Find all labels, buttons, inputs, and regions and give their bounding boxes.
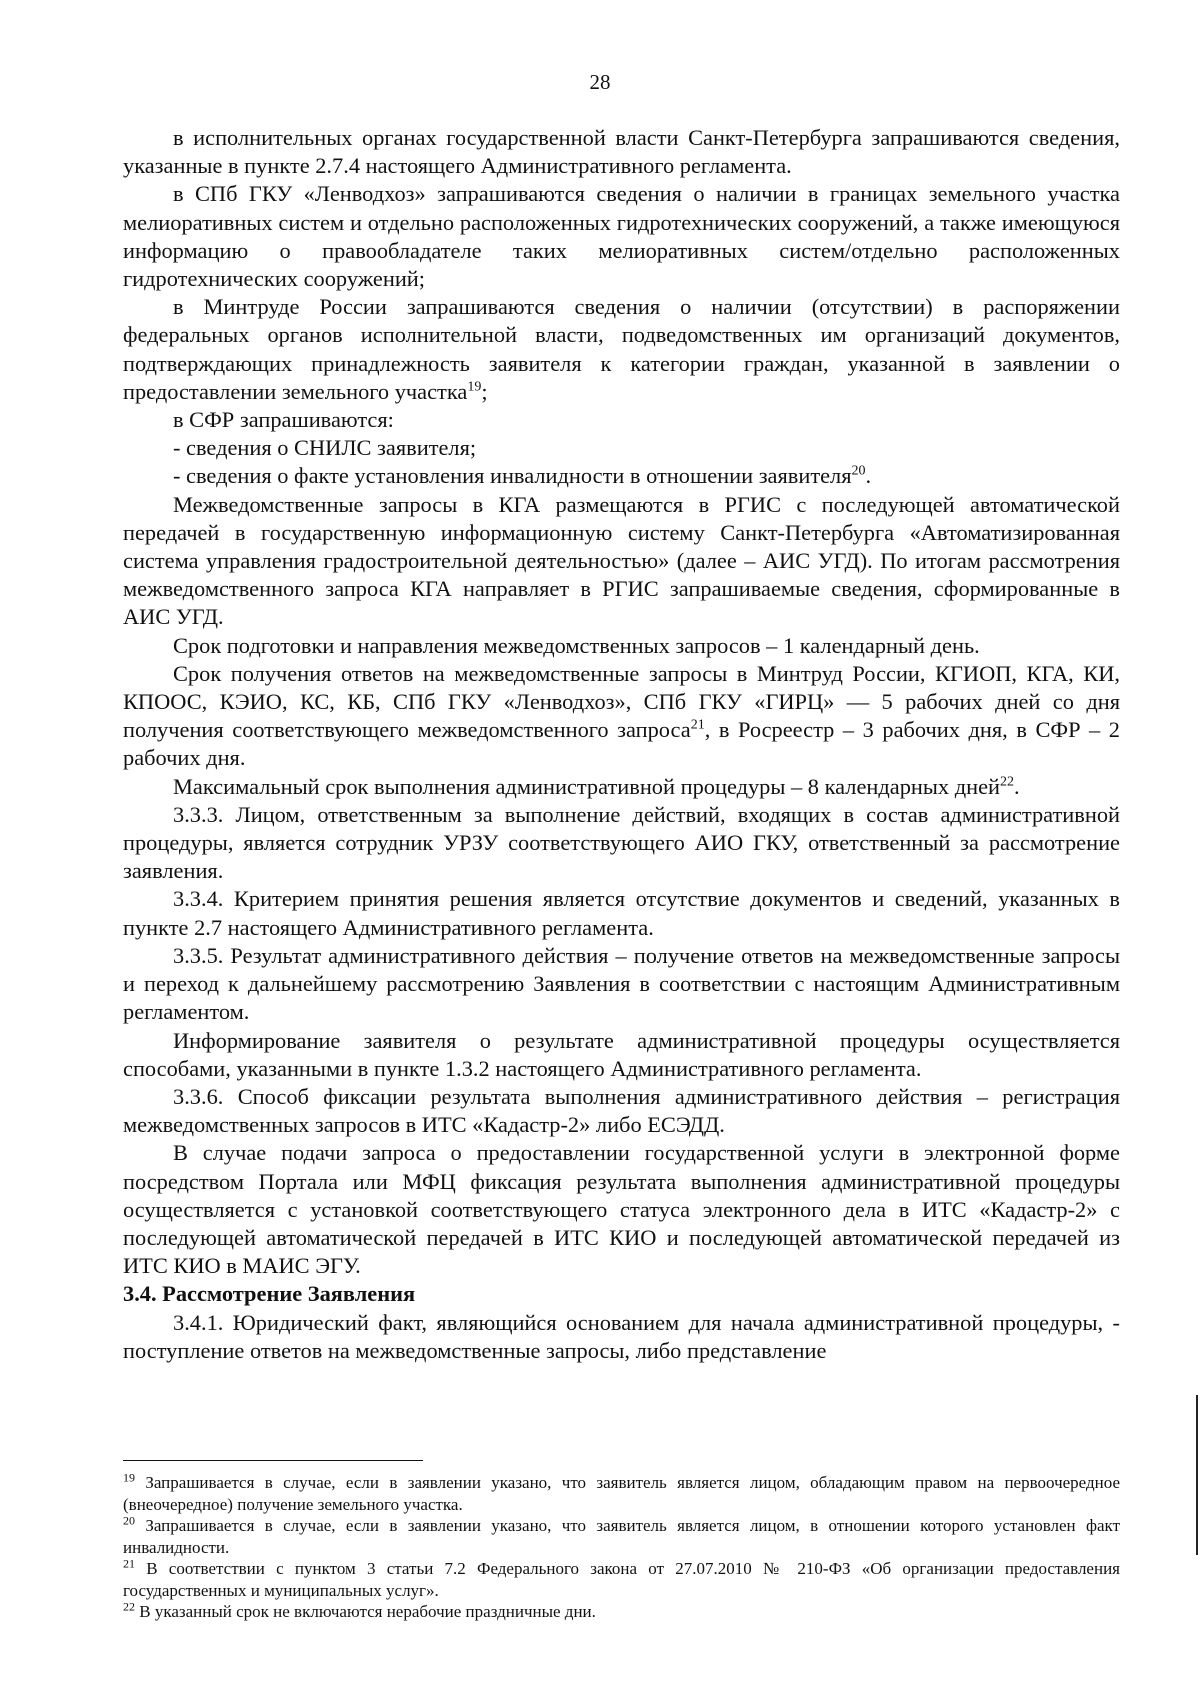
paragraph: Максимальный срок выполнения административной процедуры – 8 календарных дней$^{22}$. (173, 773, 1020, 799)
paragraph: 3.4.1. Юридический факт, являющийся основанием для начала административной процедуры, - поступление ответов на межведомственные запросы, либо представление (123, 1309, 1120, 1363)
paragraph: - сведения о факте установления инвалидности в отношении заявителя$^{20}$. (173, 463, 872, 489)
footnote: $^{21}$ В соответствии с пунктом 3 статьи 7.2 Федерального закона от 27.07.2010 № 210-ФЗ «Об организации предоставления государственных и муниципальных услуг». (123, 1556, 1120, 1600)
footnote-number: 19 (123, 1470, 135, 1485)
footnote-ref[interactable]: 22 (1000, 774, 1014, 790)
footnote: $^{20}$ Запрашивается в случае, если в заявлении указано, что заявитель является лицом, в отношении которого установлен факт инвалидности. (123, 1513, 1120, 1557)
footnote-ref[interactable]: 20 (851, 463, 866, 479)
footnote-ref[interactable]: 19 (467, 379, 482, 395)
paragraph: 3.3.5. Результат административного действия – получение ответов на межведомственные запросы и переход к дальнейшему рассмотрению Заявления в соответствии с настоящим Административным регламентом. (123, 942, 1120, 1025)
paragraph: Срок получения ответов на межведомственные запросы в Минтруд России, КГИОП, КГА, КИ, КПООС, КЭИО, КС, КБ, СПб ГКУ «Ленводхоз», СПб ГКУ «ГИРЦ» — 5 рабочих дней со дня получения соответствующего межведомственного запроса$^{21}$, в Росреестр – 3 рабочих дня, в СФР – 2 рабочих дня. (123, 660, 1120, 771)
document-body (123, 124, 1120, 1365)
footnote-ref[interactable]: 21 (690, 717, 705, 733)
footnotes (123, 1472, 1120, 1623)
footnote-number: 20 (123, 1513, 135, 1528)
footnote: $^{22}$ В указанный срок не включаются нерабочие праздничные дни. (123, 1599, 596, 1621)
footnote-number: 22 (123, 1599, 135, 1614)
paragraph: 3.3.6. Способ фиксации результата выполнения административного действия – регистрация межведомственных запросов в ИТС «Кадастр-2» либо ЕСЭДД. (123, 1083, 1120, 1138)
paragraph: - сведения о СНИЛС заявителя; (173, 435, 477, 461)
paragraph: Межведомственные запросы в КГА размещаются в РГИС с последующей автоматической передачей в государственную информационную систему Санкт-Петербурга «Автоматизированная система управления градостроительной деятельностью» (далее – АИС УГД). По итогам рассмотрения межведомственного запроса КГА направляет в РГИС запрашиваемые сведения, сформированные в АИС УГД. (123, 491, 1120, 630)
scan-edge-line (1196, 1395, 1198, 1555)
paragraph: в Минтруде России запрашиваются сведения о наличии (отсутствии) в распоряжении федеральных органов исполнительной власти, подведомственных им организаций документов, подтверждающих принадлежность заявителя к категории граждан, указанной в заявлении о предоставлении земельного участка$^{19}$; (123, 294, 1120, 404)
paragraph: в СФР запрашиваются: (173, 407, 394, 433)
paragraph: 3.3.3. Лицом, ответственным за выполнение действий, входящих в состав административной процедуры, является сотрудник УРЗУ соответствующего АИО ГКУ, ответственный за рассмотрение заявления. (123, 801, 1120, 884)
section-title: 3.4. Рассмотрение Заявления (123, 1281, 416, 1307)
paragraph: Срок подготовки и направления межведомственных запросов – 1 календарный день. (173, 632, 980, 658)
footnote-number: 21 (123, 1556, 135, 1571)
footnote: $^{19}$ Запрашивается в случае, если в заявлении указано, что заявитель является лицом, обладающим правом на первоочередное (внеочередное) получение земельного участка. (123, 1470, 1120, 1514)
paragraph: в исполнительных органах государственной власти Санкт-Петербурга запрашиваются сведения, указанные в пункте 2.7.4 настоящего Административного регламента. (123, 125, 1120, 179)
paragraph: в СПб ГКУ «Ленводхоз» запрашиваются сведения о наличии в границах земельного участка мелиоративных систем и отдельно расположенных гидротехнических сооружений, а также имеющуюся информацию о правообладателе таких мелиоративных систем/отдельно расположенных гидротехнических сооружений; (123, 181, 1120, 292)
paragraph: В случае подачи запроса о предоставлении государственной услуги в электронной форме посредством Портала или МФЦ фиксация результата выполнения административной процедуры осуществляется с установкой соответствующего статуса электронного дела в ИТС «Кадастр-2» с последующей автоматической передачей в ИТС КИО и последующей автоматической передачей из ИТС КИО в МАИС ЭГУ. (123, 1140, 1120, 1279)
paragraph: Информирование заявителя о результате административной процедуры осуществляется способами, указанными в пункте 1.3.2 настоящего Административного регламента. (123, 1027, 1120, 1081)
page-number: 28 (589, 70, 611, 94)
footnote-divider (123, 1460, 423, 1461)
paragraph: 3.3.4. Критерием принятия решения является отсутствие документов и сведений, указанных в пункте 2.7 настоящего Административного регламента. (123, 886, 1120, 940)
